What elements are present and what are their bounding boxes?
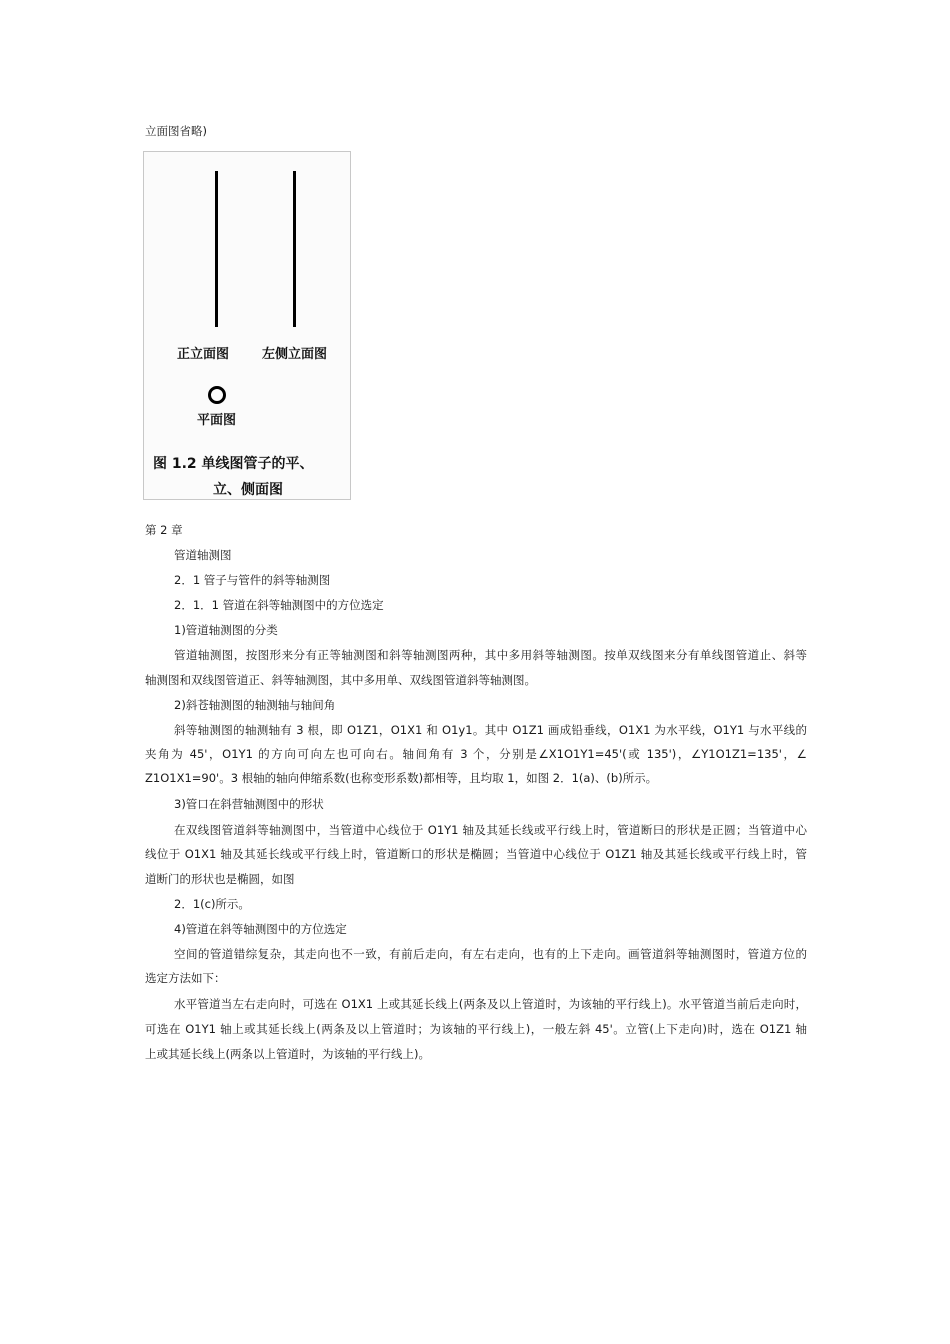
figure-caption-line2: 立、侧面图	[213, 482, 283, 498]
para2-line1: 斜等轴测图的轴测轴有 3 根，即 O1Z1，O1X1 和 O1y1。其中 O1Z1 画成铅垂线，O1X1 为水平线，O1Y1 与水平线的	[174, 723, 807, 737]
figure-caption-line1: 图 1.2 单线图管子的平、	[153, 456, 314, 472]
para3-line1: 在双线图管道斜等轴测图中，当管道中心线位于 O1Y1 轴及其延长线或平行线上时，管道断曰的形状是正圆；当管道中心	[174, 823, 807, 837]
para2-line2: 夹角为 45'，O1Y1 的方向可向左也可向右。轴间角有 3 个，分别是∠X1O1Y1=45'(或 135')，∠Y1O1Z1=135'，∠	[145, 747, 807, 761]
para5-line1: 水平管道当左右走向时，可选在 O1X1 上或其延长线上(两条及以上管道时，为该轴的平行线上)。水平管道当前后走向时，	[174, 997, 807, 1011]
label-plan: 平面图	[197, 413, 237, 428]
heading-4: 4)管道在斜等轴测图中的方位选定	[174, 922, 347, 936]
para2-line3: Z1O1X1=90'。3 根轴的轴向伸缩系数(也称变形系数)都相等，且均取 1，如图 2．1(a)、(b)所示。	[145, 771, 658, 785]
chapter-heading: 第 2 章	[145, 523, 183, 537]
para1-line2: 轴测图和双线图管道正、斜等轴测图，其中多用单、双线图管道斜等轴测图。	[145, 673, 536, 687]
para4-line2: 选定方法如下：	[145, 971, 226, 985]
para5-line2: 可选在 O1Y1 轴上或其延长线上(两条及以上管道时；为该轴的平行线上)，一般左斜 45'。立管(上下走向)时，选在 O1Z1 轴	[145, 1022, 807, 1036]
left-elevation-pipe-line	[293, 171, 296, 327]
subsubsection-title: 2．1．1 管道在斜等轴测图中的方位选定	[174, 598, 384, 612]
label-front-elevation: 正立面图	[177, 347, 230, 362]
section-title: 管道轴测图	[174, 548, 232, 562]
figure-reference: 2．1(c)所示。	[174, 897, 250, 911]
para3-line3: 道断门的形状也是椭圆，如图	[145, 872, 295, 886]
heading-2: 2)斜苍轴测图的轴测轴与轴间角	[174, 698, 336, 712]
intro-line: 立面图省略)	[145, 124, 207, 138]
para3-line2: 线位于 O1X1 轴及其延长线或平行线上时，管道断口的形状是椭圆；当管道中心线位于 O1Z1 轴及其延长线或平行线上时，管	[145, 847, 807, 861]
figure-pipe-views	[143, 151, 351, 500]
plan-pipe-circle-icon	[208, 386, 226, 404]
subsection-title: 2．1 管子与管件的斜等轴测图	[174, 573, 331, 587]
heading-1: 1)管道轴测图的分类	[174, 623, 278, 637]
label-left-elevation: 左侧立面图	[262, 347, 328, 362]
para1-line1: 管道轴测图，按图形来分有正等轴测图和斜等轴测图两种，其中多用斜等轴测图。按单双线图来分有单线图管道止、斜等	[174, 648, 807, 662]
front-elevation-pipe-line	[215, 171, 218, 327]
para5-line3: 上或其延长线上(两条以上管道时，为该轴的平行线上)。	[145, 1047, 430, 1061]
heading-3: 3)管口在斜营轴测图中的形状	[174, 797, 324, 811]
para4-line1: 空间的管道错综复杂，其走向也不一致，有前后走向，有左右走向，也有的上下走向。画管道斜等轴测图时，管道方位的	[174, 947, 807, 961]
